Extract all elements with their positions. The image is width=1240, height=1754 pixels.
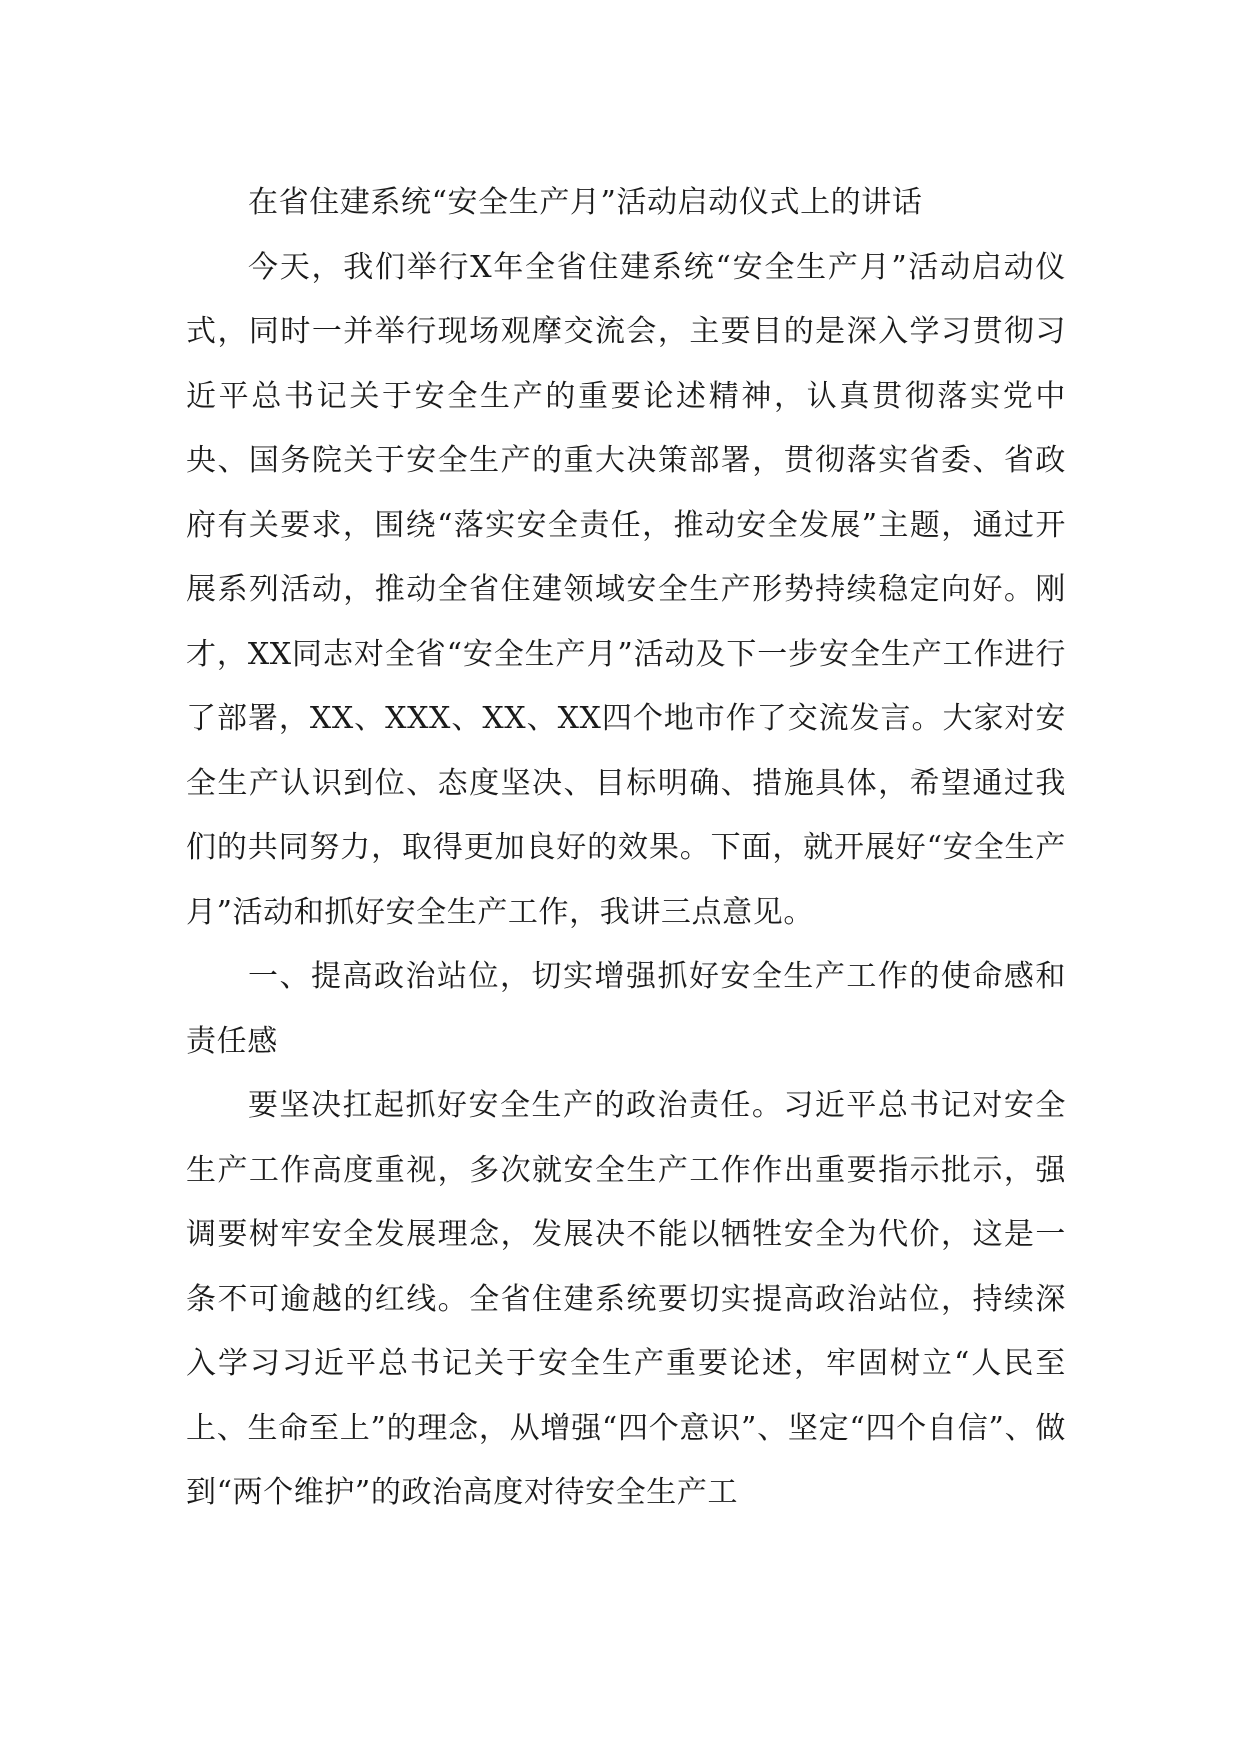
section-heading-1: 一、提高政治站位，切实增强抓好安全生产工作的使命感和责任感 [186,959,1066,1059]
paragraph-intro: 今天，我们举行X年全省住建系统“安全生产月”活动启动仪式，同时一并举行现场观摩交流会，主要目的是深入学习贯彻习近平总书记关于安全生产的重要论述精神，认真贯彻落实党中央、国务院关于安全生产的重大决策部署，贯彻落实省委、省政府有关要求，围绕“落实安全责任，推动安全发展”主题，通过开展系列活动，推动全省住建领域安全生产形势持续稳定向好。刚才，XX同志对全省“安全生产月”活动及下一步安全生产工作进行了部署，XX、XXX、XX、XX四个地市作了交流发言。大家对安全生产认识到位、态度坚决、目标明确、措施具体，希望通过我们的共同努力，取得更加良好的效果。下面，就开展好“安全生产月”活动和抓好安全生产工作，我讲三点意见。 [186,249,1066,930]
paragraph-section-1: 要坚决扛起抓好安全生产的政治责任。习近平总书记对安全生产工作高度重视，多次就安全生产工作作出重要指示批示，强调要树牢安全发展理念，发展决不能以牺牲安全为代价，这是一条不可逾越的红线。全省住建系统要切实提高政治站位，持续深入学习习近平总书记关于安全生产重要论述，牢固树立“人民至上、生命至上”的理念，从增强“四个意识”、坚定“四个自信”、做到“两个维护”的政治高度对待安全生产工 [186,1088,1066,1510]
document-title: 在省住建系统“安全生产月”活动启动仪式上的讲话 [248,185,923,220]
document-body [186,171,1066,1526]
